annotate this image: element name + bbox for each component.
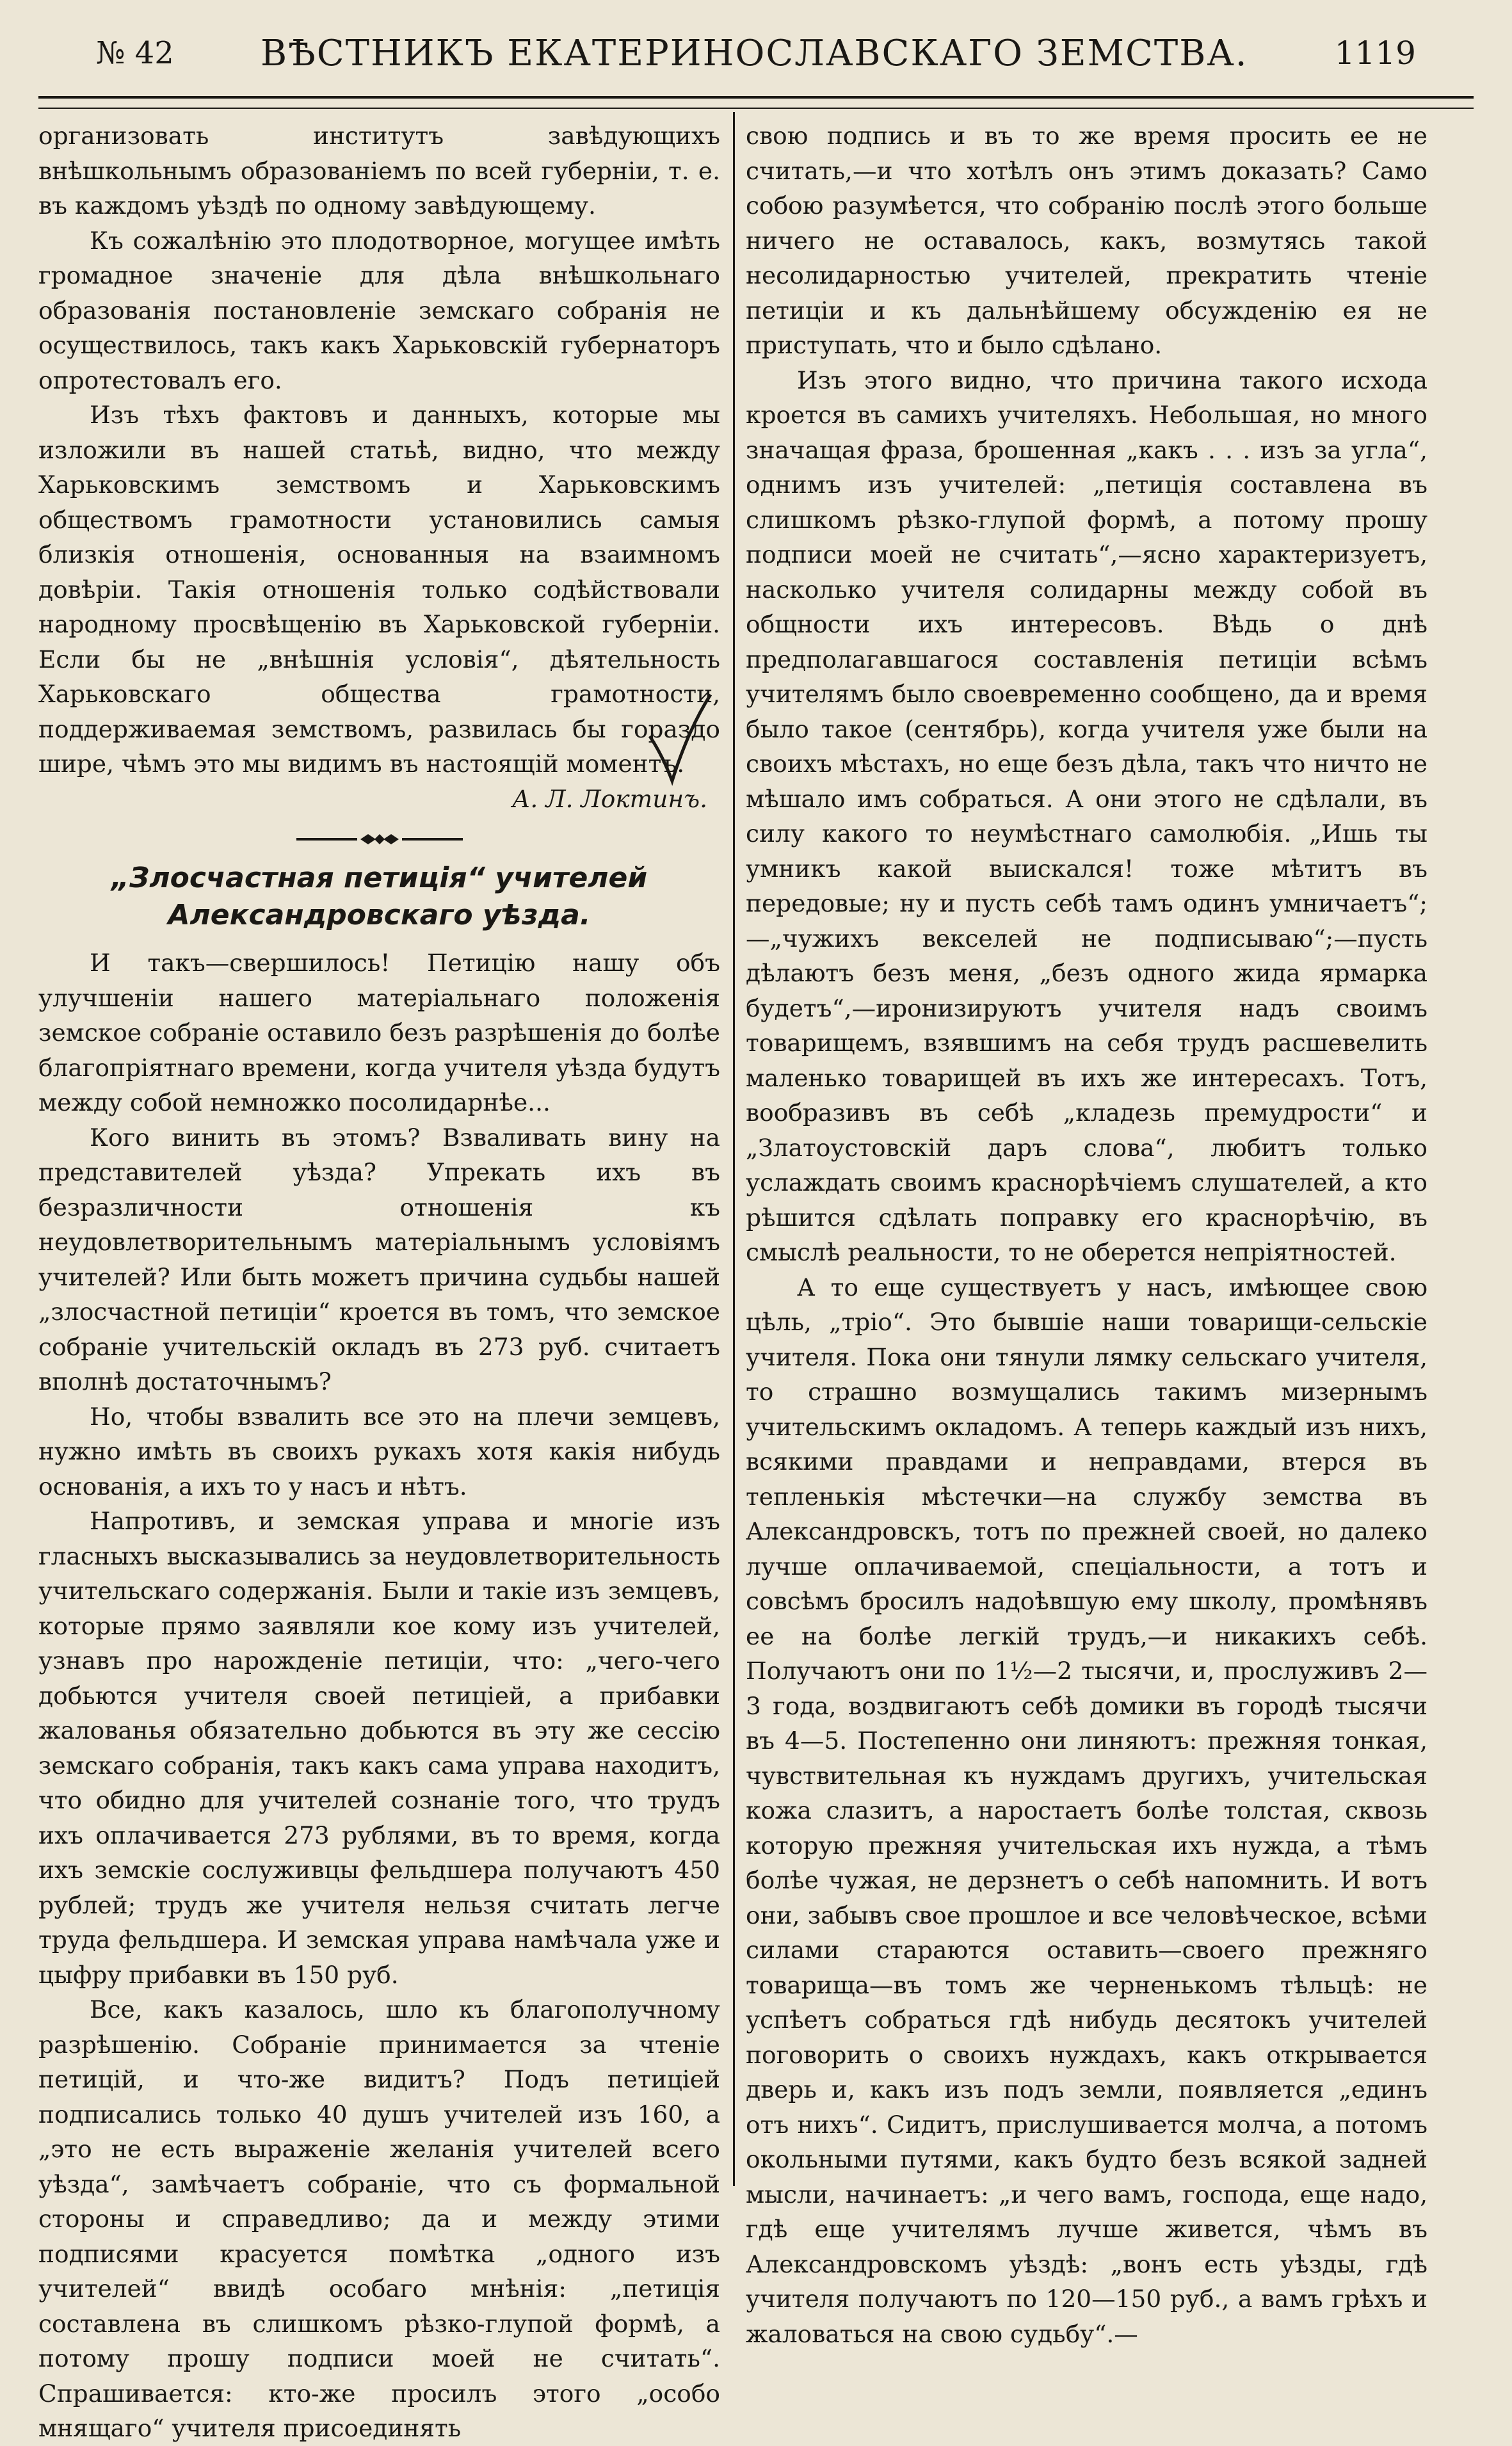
- paragraph: Изъ тѣхъ фактовъ и данныхъ, которые мы изложили въ нашей статьѣ, видно, что между Харьковскимъ земствомъ и Харьковскимъ обществомъ грамотности установились самыя близкія отношенія, основанныя на взаимномъ довѣріи. Такія отношенія только содѣйствовали народному просвѣщенію въ Харьковской губерніи. Если бы не „внѣшнія условія“, дѣятельность Харьковскаго общества грамотности, поддерживаемая земствомъ, развилась бы гораздо шире, чѣмъ это мы видимъ въ настоящій моментъ.: [38, 401, 720, 778]
- right-column: [746, 118, 1428, 2351]
- issue-number: № 42: [96, 35, 174, 71]
- paragraph: Кого винить въ этомъ? Взваливать вину на представителей уѣзда? Упрекать ихъ въ безразличности отношенія къ неудовлетворительнымъ матеріальнымъ условіямъ учителей? Или быть можетъ причина судьбы нашей „злосчастной петиціи“ кроется въ томъ, что земское собраніе учительскій окладъ въ 273 руб. считаетъ вполнѣ достаточнымъ?: [38, 1123, 720, 1396]
- paragraph: Къ сожалѣнію это плодотворное, могущее имѣть громадное значеніе для дѣла внѣшкольнаго образованія постановленіе земскаго собранія не осуществилось, такъ какъ Харьковскій губернаторъ опротестовалъ его.: [38, 226, 720, 394]
- paragraph: А то еще существуетъ у насъ, имѣющее свою цѣль, „тріо“. Это бывшіе наши товарищи-сельскіе учителя. Пока они тянули лямку сельскаго учителя, то страшно возмущались такимъ мизернымъ учительскимъ окладомъ. А теперь каждый изъ нихъ, всякими правдами и неправдами, втерся въ тепленькія мѣстечки—на службу земства въ Александровскъ, тотъ по прежней своей, но далеко лучше оплачиваемой, спеціальности, а тотъ и совсѣмъ бросилъ надоѣвшую ему школу, промѣнявъ ее на болѣе легкій трудъ,—и никакихъ себѣ. Получаютъ они по 1½—2 тысячи, и, прослуживъ 2—3 года, воздвигаютъ себѣ домики въ городѣ тысячи въ 4—5. Постепенно они линяютъ: прежняя тонкая, чувствительная къ нуждамъ другихъ, учительская кожа слазитъ, а наростаетъ болѣе толстая, сквозь которую прежняя учительская ихъ нужда, а тѣмъ болѣе чужая, не дерзнетъ о себѣ напомнить. И вотъ они, забывъ свое прошлое и все человѣческое, всѣми силами стараются оставить—своего прежняго товарища—въ томъ же черненькомъ тѣльцѣ: не успѣетъ собраться гдѣ нибудь десятокъ учителей поговорить о своихъ нуждахъ, какъ открывается дверь и, какъ изъ подъ земли, появляется „единъ отъ нихъ“. Сидитъ, прислушивается молча, а потомъ окольными путями, какъ будто безъ всякой задней мысли, начинаетъ: „и чего вамъ, господа, еще надо, гдѣ еще учителямъ лучше живется, чѣмъ въ Александровскомъ уѣздѣ: „вонъ есть уѣзды, гдѣ учителя получаютъ по 120—150 руб., а вамъ грѣхъ и жаловаться на свою судьбу“.—: [746, 1273, 1428, 2348]
- paragraph: Но, чтобы взвалить все это на плечи земцевъ, нужно имѣть въ своихъ рукахъ хотя какія нибудь основанія, а ихъ то у насъ и нѣтъ.: [38, 1402, 720, 1501]
- paragraph: организовать институтъ завѣдующихъ внѣшкольнымъ образованіемъ по всей губерніи, т. е. въ каждомъ уѣздѣ по одному завѣдующему.: [38, 122, 720, 220]
- article-title: „Злосчастная петиція“ учителей Александровскаго уѣзда.: [111, 862, 648, 931]
- checkmark-icon: [643, 691, 714, 787]
- page-header: [96, 18, 1416, 88]
- page-number: 1119: [1334, 35, 1416, 72]
- author-signature: А. Л. Локтинъ.: [512, 784, 707, 813]
- paragraph: Изъ этого видно, что причина такого исхода кроется въ самихъ учителяхъ. Небольшая, но много значащая фраза, брошенная „какъ . . . изъ за угла“, однимъ изъ учителей: „петиція составлена въ слишкомъ рѣзко-глупой формѣ, а потому прошу подписи моей не считать“,—ясно характеризуетъ, насколько учителя солидарны между собой въ общности ихъ интересовъ. Вѣдь о днѣ предполагавшагося составленія петиціи всѣмъ учителямъ было своевременно сообщено, да и время было такое (сентябрь), когда учителя уже были на своихъ мѣстахъ, но еще безъ дѣла, такъ что ничто не мѣшало имъ собраться. А они этого не сдѣлали, въ силу какого то неумѣстнаго самолюбія. „Ишь ты умникъ какой выискался! тоже мѣтитъ въ передовые; ну и пусть себѣ тамъ одинъ умничаетъ“;—„чужихъ векселей не подписываю“;—пусть дѣлаютъ безъ меня, „безъ одного жида ярмарка будетъ“,—иронизируютъ учителя надъ своимъ товарищемъ, взявшимъ на себя трудъ расшевелить маленько товарищей въ ихъ же интересахъ. Тотъ, вообразивъ въ себѣ „кладезь премудрости“ и „Златоустовскій даръ слова“, любитъ только услаждать своимъ краснорѣчіемъ слушателей, а кто рѣшится сдѣлать поправку его краснорѣчію, въ смыслѣ реальности, то не оберется непріятностей.: [746, 366, 1428, 1266]
- paragraph: И такъ—свершилось! Петицію нашу объ улучшеніи нашего матеріальнаго положенія земское собраніе оставило безъ разрѣшенія до болѣе благопріятнаго времени, когда учителя уѣзда будутъ между собой немножко посолидарнѣе...: [38, 949, 720, 1116]
- ornament-divider-icon: [38, 832, 720, 847]
- paragraph: Все, какъ казалось, шло къ благополучному разрѣшенію. Собраніе принимается за чтеніе петицій, и что-же видитъ? Подъ петиціей подписались только 40 душъ учителей изъ 160, а „это не есть выраженіе желанія учителей всего уѣзда“, замѣчаетъ собраніе, что съ формальной стороны и справедливо; да и между этими подписями красуется помѣтка „одного изъ учителей“ ввидѣ особаго мнѣнія: „петиція составлена въ слишкомъ рѣзко-глупой формѣ, а потому прошу подписи моей не считать“. Спрашивается: кто-же просилъ этого „особо мнящаго“ учителя присоединять: [38, 1995, 720, 2442]
- journal-title: ВѢСТНИКЪ ЕКАТЕРИНОСЛАВСКАГО ЗЕМСТВА.: [260, 32, 1248, 74]
- column-divider: [733, 112, 735, 2186]
- left-column: [38, 118, 720, 2446]
- paragraph: свою подпись и въ то же время просить ее не считать,—и что хотѣлъ онъ этимъ доказать? Само собою разумѣется, что собранію послѣ этого больше ничего не оставалось, какъ, возмутясь такой несолидарностью учителей, прекратить чтеніе петиціи и къ дальнѣйшему обсужденію ея не приступать, что и было сдѣлано.: [746, 122, 1428, 359]
- paragraph: Напротивъ, и земская управа и многіе изъ гласныхъ высказывались за неудовлетворительность учительскаго содержанія. Были и такіе изъ земцевъ, которые прямо заявляли кое кому изъ учителей, узнавъ про нарожденіе петиціи, что: „чего-чего добьются учителя своей петиціей, а прибавки жалованья обязательно добьются въ эту же сессію земскаго собранія, такъ какъ сама управа находитъ, что обидно для учителей сознаніе того, что трудъ ихъ оплачивается 273 рублями, въ то время, когда ихъ земскіе сослуживцы фельдшера получаютъ 450 рублей; трудъ же учителя нельзя считать легче труда фельдшера. И земская управа намѣчала уже и цыфру прибавки въ 150 руб.: [38, 1507, 720, 1989]
- header-rule: [38, 96, 1474, 109]
